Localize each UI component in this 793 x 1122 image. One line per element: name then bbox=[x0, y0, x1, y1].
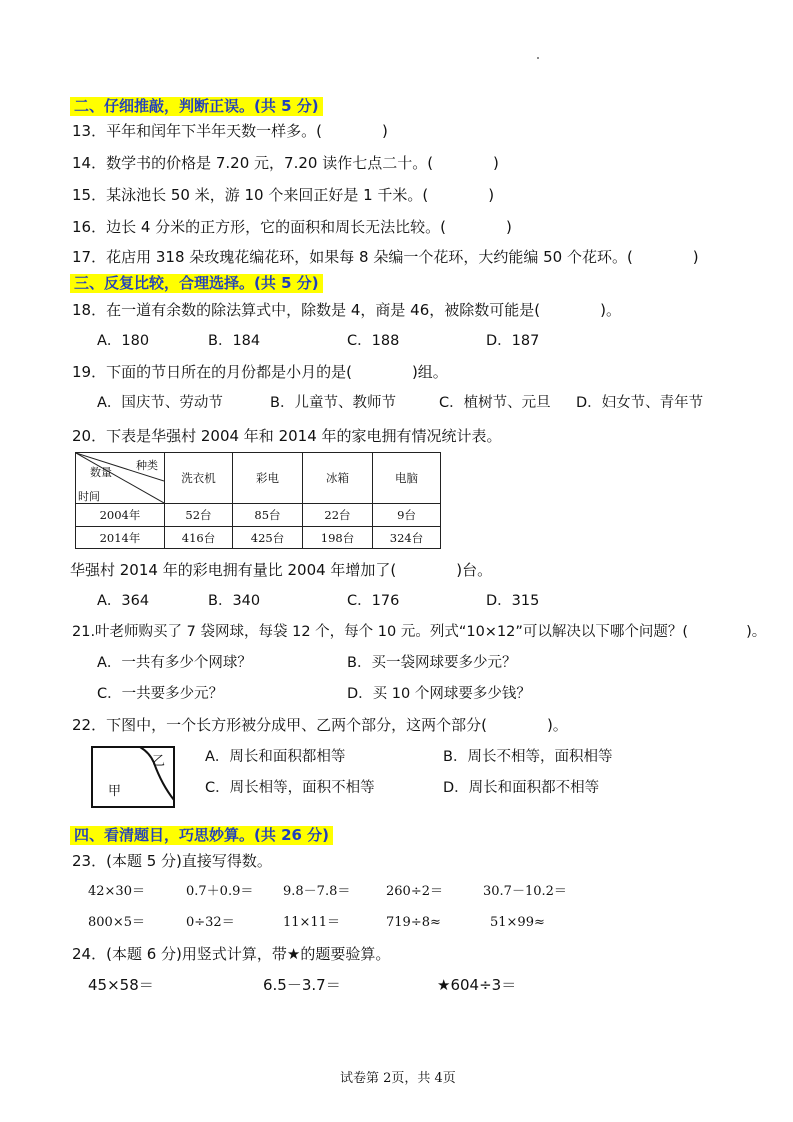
appliance-stat-table bbox=[75, 452, 441, 549]
table-cell: 198台 bbox=[303, 527, 373, 549]
q21-option-a: A．一共有多少个网球？ bbox=[97, 655, 252, 671]
corner-label-kind: 种类 bbox=[136, 459, 158, 472]
calc-item: 11×11＝ bbox=[283, 915, 340, 930]
column-header: 洗衣机 bbox=[165, 453, 233, 504]
calc-item: 800×5＝ bbox=[88, 915, 145, 930]
column-header: 彩电 bbox=[233, 453, 303, 504]
scan-dot bbox=[537, 57, 539, 59]
q21-option-d: D．买 10 个网球要多少钱？ bbox=[347, 686, 531, 702]
row-year: 2014年 bbox=[76, 527, 165, 549]
question-13: 13．平年和闰年下半年天数一样多。( ) bbox=[72, 122, 388, 140]
q19-option-b: B．儿童节、教师节 bbox=[270, 395, 396, 411]
question-17: 17．花店用 318 朵玫瑰花编花环，如果每 8 朵编一个花环，大约能编 50 个花环。( ) bbox=[72, 248, 699, 266]
question-15: 15．某泳池长 50 米，游 10 个来回正好是 1 千米。( ) bbox=[72, 186, 495, 204]
calc-item: 719÷8≈ bbox=[386, 915, 441, 930]
calc-item: 51×99≈ bbox=[490, 915, 545, 930]
q22-option-a: A．周长和面积都相等 bbox=[205, 749, 346, 765]
calc-item: 30.7－10.2＝ bbox=[483, 884, 567, 899]
table-cell: 324台 bbox=[373, 527, 441, 549]
q19-option-d: D．妇女节、青年节 bbox=[576, 395, 704, 411]
question-19: 19．下面的节日所在的月份都是小月的是( )组。 bbox=[72, 363, 448, 381]
q18-option-c: C．188 bbox=[347, 333, 400, 349]
q20-option-c: C．176 bbox=[347, 593, 400, 609]
q20-option-d: D．315 bbox=[486, 593, 540, 609]
question-23: 23．(本题 5 分)直接写得数。 bbox=[72, 852, 272, 870]
calc-item: 0.7＋0.9＝ bbox=[186, 884, 254, 899]
q20-option-a: A．364 bbox=[97, 593, 150, 609]
page-footer: 试卷第 2页，共 4页 bbox=[340, 1071, 456, 1086]
vertical-calc-item: 45×58＝ bbox=[88, 976, 154, 994]
q18-option-a: A．180 bbox=[97, 333, 150, 349]
q22-option-b: B．周长不相等，面积相等 bbox=[443, 749, 613, 765]
q19-option-a: A．国庆节、劳动节 bbox=[97, 395, 223, 411]
table-cell: 416台 bbox=[165, 527, 233, 549]
q22-option-c: C．周长相等，面积不相等 bbox=[205, 780, 375, 796]
calc-item: 9.8－7.8＝ bbox=[283, 884, 351, 899]
question-18: 18．在一道有余数的除法算式中，除数是 4，商是 46，被除数可能是( )。 bbox=[72, 301, 621, 319]
figure-label-jia: 甲 bbox=[108, 784, 122, 799]
q22-option-d: D．周长和面积都不相等 bbox=[443, 780, 600, 796]
q18-option-d: D．187 bbox=[486, 333, 540, 349]
table-row bbox=[76, 527, 441, 549]
table-cell: 22台 bbox=[303, 504, 373, 527]
question-16: 16．边长 4 分米的正方形，它的面积和周长无法比较。( ) bbox=[72, 218, 512, 236]
calc-item: 260÷2＝ bbox=[386, 884, 443, 899]
calc-item: 0÷32＝ bbox=[186, 915, 235, 930]
corner-label-time: 时间 bbox=[78, 490, 100, 503]
table-cell: 425台 bbox=[233, 527, 303, 549]
q18-option-b: B．184 bbox=[208, 333, 261, 349]
question-22: 22．下图中，一个长方形被分成甲、乙两个部分，这两个部分( )。 bbox=[72, 716, 568, 734]
vertical-calc-item: ★604÷3＝ bbox=[437, 976, 517, 994]
column-header: 电脑 bbox=[373, 453, 441, 504]
section-title-choice: 三、反复比较，合理选择。(共 5 分) bbox=[70, 274, 323, 293]
figure-label-yi: 乙 bbox=[152, 754, 166, 769]
table-cell: 9台 bbox=[373, 504, 441, 527]
question-21: 21.叶老师购买了 7 袋网球，每袋 12 个，每个 10 元。列式“10×12”可以解决以下哪个问题？( )。 bbox=[72, 624, 767, 640]
q19-option-c: C．植树节、元旦 bbox=[439, 395, 551, 411]
question-24: 24．(本题 6 分)用竖式计算，带★的题要验算。 bbox=[72, 945, 391, 963]
section-title-calculation: 四、看清题目，巧思妙算。(共 26 分) bbox=[70, 826, 333, 845]
vertical-calc-item: 6.5－3.7＝ bbox=[263, 976, 341, 994]
question-14: 14．数学书的价格是 7.20 元，7.20 读作七点二十。( ) bbox=[72, 154, 499, 172]
column-header: 冰箱 bbox=[303, 453, 373, 504]
table-cell: 52台 bbox=[165, 504, 233, 527]
section-title-judgement: 二、仔细推敲，判断正误。(共 5 分) bbox=[70, 97, 323, 116]
q21-option-c: C．一共要多少元？ bbox=[97, 686, 224, 702]
calc-item: 42×30＝ bbox=[88, 884, 145, 899]
question-20: 20．下表是华强村 2004 年和 2014 年的家电拥有情况统计表。 bbox=[72, 427, 502, 445]
q20-option-b: B．340 bbox=[208, 593, 261, 609]
table-row bbox=[76, 504, 441, 527]
table-corner-header bbox=[76, 453, 165, 504]
corner-label-qty: 数量 bbox=[90, 466, 112, 479]
q21-option-b: B．买一袋网球要多少元？ bbox=[347, 655, 517, 671]
row-year: 2004年 bbox=[76, 504, 165, 527]
table-cell: 85台 bbox=[233, 504, 303, 527]
question-20-prompt: 华强村 2014 年的彩电拥有量比 2004 年增加了( )台。 bbox=[70, 561, 493, 579]
